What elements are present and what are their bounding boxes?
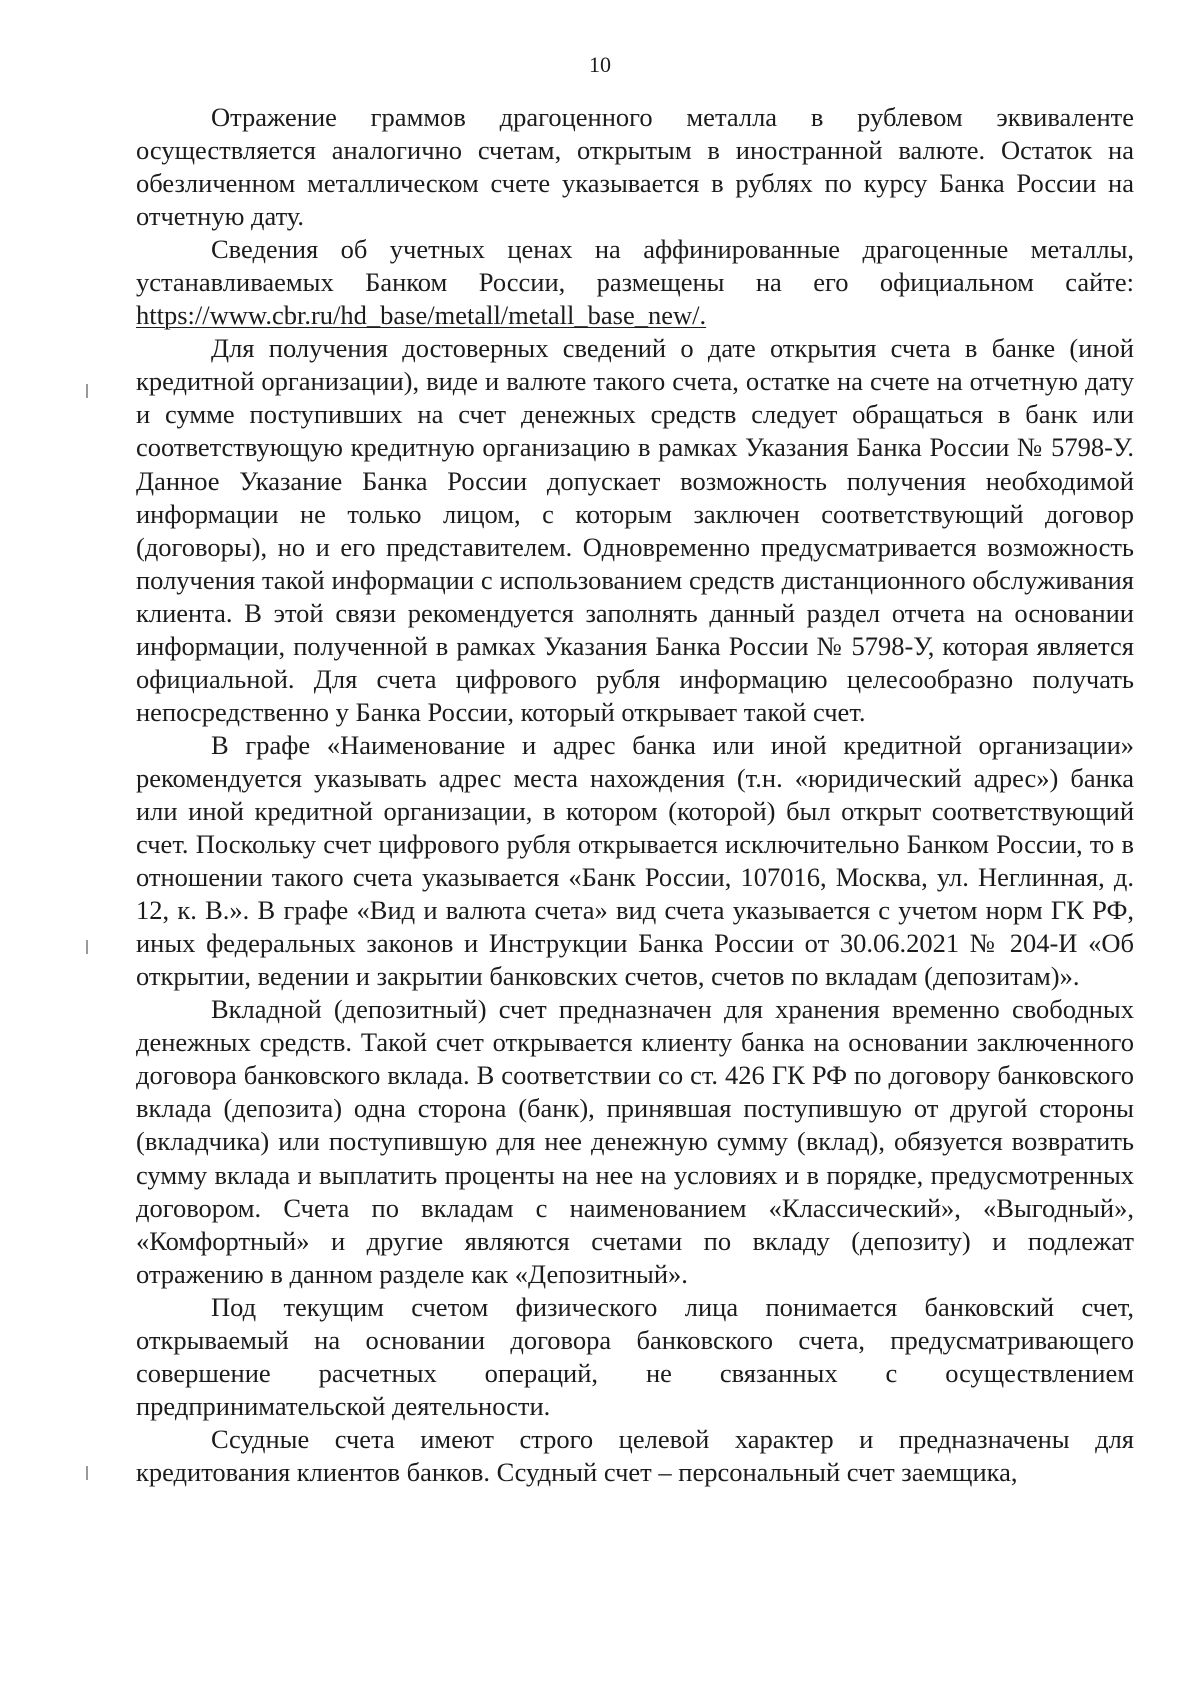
- paragraph-accounting-prices-text: Сведения об учетных ценах на аффинированные драгоценные металлы, устанавливаемых Банком России, размещены на его официальном сайте:: [136, 234, 1134, 298]
- paragraph-current-account: Под текущим счетом физического лица понимается банковский счет, открываемый на основании договора банковского счета, предусматривающего совершение расчетных операций, не связанных с осуществлением предпринимательской деятельности.: [136, 1291, 1134, 1421]
- paragraph-metal-equivalent: Отражение граммов драгоценного металла в рублевом эквиваленте осуществляется аналогично счетам, открытым в иностранной валюте. Остаток на обезличенном металлическом счете указывается в рублях по курсу Банка России на отчетную дату.: [136, 102, 1134, 232]
- paragraph-loan-accounts: Ссудные счета имеют строго целевой характер и предназначены для кредитования клиентов банков. Ссудный счет – персональный счет заемщика,: [136, 1423, 1134, 1487]
- paragraph-accounting-prices: [136, 233, 1134, 332]
- paragraph-bank-address: В графе «Наименование и адрес банка или иной кредитной организации» рекомендуется указывать адрес места нахождения (т.н. «юридический адрес») банка или иной кредитной организации, в котором (которой) был открыт соответствующий счет. Поскольку счет цифрового рубля открывается исключительно Банком России, то в отношении такого счета указывается «Банк России, 107016, Москва, ул. Неглинная, д. 12, к. В.». В графе «Вид и валюта счета» вид счета указывается с учетом норм ГК РФ, иных федеральных законов и Инструкции Банка России от 30.06.2021 № 204-И «Об открытии, ведении и закрытии банковских счетов, счетов по вкладам (депозитам)».: [136, 729, 1134, 992]
- document-body: [136, 101, 1134, 1489]
- paragraph-reliable-info: Для получения достоверных сведений о дате открытия счета в банке (иной кредитной организации), виде и валюте такого счета, остатке на счете на отчетную дату и сумме поступивших на счет денежных средств следует обращаться в банк или соответствующую кредитную организацию в рамках Указания Банка России № 5798-У. Данное Указание Банка России допускает возможность получения необходимой информации не только лицом, с которым заключен соответствующий договор (договоры), но и его представителем. Одновременно предусматривается возможность получения такой информации с использованием средств дистанционного обслуживания клиента. В этой связи рекомендуется заполнять данный раздел отчета на основании информации, полученной в рамках Указания Банка России № 5798-У, которая является официальной. Для счета цифрового рубля информацию целесообразно получать непосредственно у Банка России, который открывает такой счет.: [136, 333, 1134, 727]
- paragraph-deposit-account: Вкладной (депозитный) счет предназначен для хранения временно свободных денежных средств. Такой счет открывается клиенту банка на основании заключенного договора банковского вклада. В соответствии со ст. 426 ГК РФ по договору банковского вклада (депозита) одна сторона (банк), принявшая поступившую от другой стороны (вкладчика) или поступившую для нее денежную сумму (вклад), обязуется возвратить сумму вклада и выплатить проценты на нее на условиях и в порядке, предусмотренных договором. Счета по вкладам с наименованием «Классический», «Выгодный», «Комфортный» и другие являются счетами по вкладу (депозиту) и подлежат отражению в данном разделе как «Депозитный».: [136, 994, 1134, 1289]
- scan-margin-mark: [86, 384, 88, 398]
- page-number: 10: [589, 52, 611, 77]
- cbr-metal-prices-link[interactable]: https://www.cbr.ru/hd_base/metall/metall_base_new/.: [136, 300, 707, 331]
- scan-margin-mark: [86, 940, 88, 954]
- scan-margin-mark: [86, 1466, 88, 1480]
